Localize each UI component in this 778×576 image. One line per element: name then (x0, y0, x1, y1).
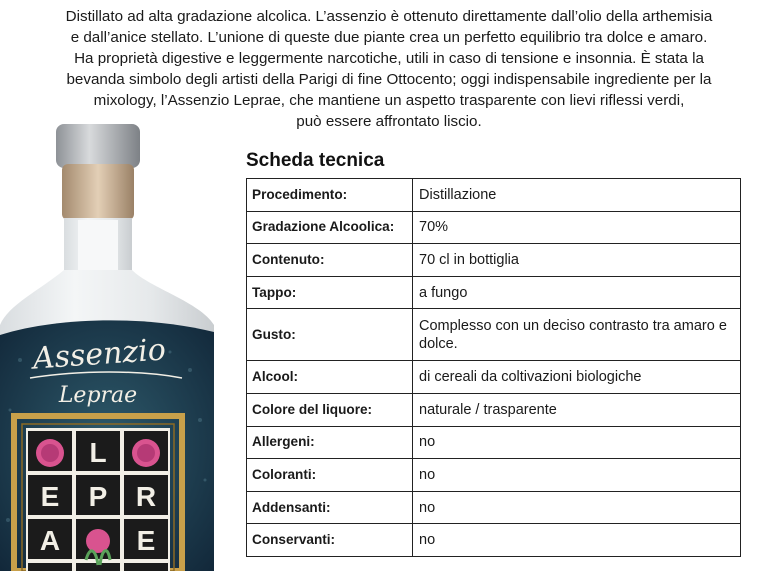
spec-sheet-title: Scheda tecnica (246, 150, 385, 171)
label-subtitle: Leprae (58, 383, 138, 408)
spec-table (246, 178, 741, 557)
spec-label: Tappo: (247, 276, 413, 309)
spec-value: Distillazione (413, 179, 741, 212)
grid-letter: R (135, 481, 157, 512)
bottle-neck-inner (78, 220, 118, 276)
table-row (247, 361, 741, 394)
spec-value: naturale / trasparente (413, 393, 741, 426)
spec-value: 70% (413, 211, 741, 244)
spec-value: no (413, 491, 741, 524)
table-row (247, 426, 741, 459)
description-line: Ha proprietà digestive e leggermente narcotiche, utili in caso di tensione e insonnia. È stata la (74, 50, 704, 67)
spec-value: no (413, 459, 741, 492)
spec-label: Procedimento: (247, 179, 413, 212)
table-row (247, 491, 741, 524)
grid-letter: E (40, 481, 60, 512)
spec-value: no (413, 524, 741, 557)
bottle-image (0, 120, 220, 571)
table-row (247, 459, 741, 492)
grid-letter: E (136, 525, 156, 556)
spec-label: Gusto: (247, 309, 413, 361)
table-row (247, 211, 741, 244)
description-line: Distillato ad alta gradazione alcolica. L’assenzio è ottenuto direttamente dall’olio della arthemisia (65, 8, 713, 25)
table-row (247, 393, 741, 426)
spec-value: Complesso con un deciso contrasto tra amaro e dolce. (413, 309, 741, 361)
table-row (247, 179, 741, 212)
grid-letter: P (88, 481, 108, 512)
description-line: bevanda simbolo degli artisti della Parigi di fine Ottocento; oggi indispensabile ingrediente per la (66, 71, 712, 88)
table-row (247, 309, 741, 361)
spec-label: Gradazione Alcoolica: (247, 211, 413, 244)
spec-label: Conservanti: (247, 524, 413, 557)
description-line: può essere affrontato liscio. (296, 113, 482, 130)
description-line: e dall’anice stellato. L’unione di queste due piante crea un perfetto equilibrio tra dolce e amaro. (70, 29, 708, 46)
grid-letter: A (39, 525, 61, 556)
spec-label: Alcool: (247, 361, 413, 394)
spec-value: no (413, 426, 741, 459)
spec-label: Coloranti: (247, 459, 413, 492)
spec-label: Allergeni: (247, 426, 413, 459)
spec-label: Addensanti: (247, 491, 413, 524)
spec-value: di cereali da coltivazioni biologiche (413, 361, 741, 394)
product-description (28, 6, 750, 132)
spec-value: a fungo (413, 276, 741, 309)
bottle-cork (62, 164, 134, 220)
table-row (247, 524, 741, 557)
label-title: Assenzio (31, 332, 167, 377)
table-row (247, 244, 741, 277)
spec-label: Contenuto: (247, 244, 413, 277)
description-line: mixology, l’Assenzio Leprae, che mantiene un aspetto trasparente con lievi riflessi verdi, (93, 92, 685, 109)
bottle-cap (56, 124, 140, 168)
spec-label: Colore del liquore: (247, 393, 413, 426)
spec-value: 70 cl in bottiglia (413, 244, 741, 277)
table-row (247, 276, 741, 309)
grid-letter: L (89, 437, 107, 468)
